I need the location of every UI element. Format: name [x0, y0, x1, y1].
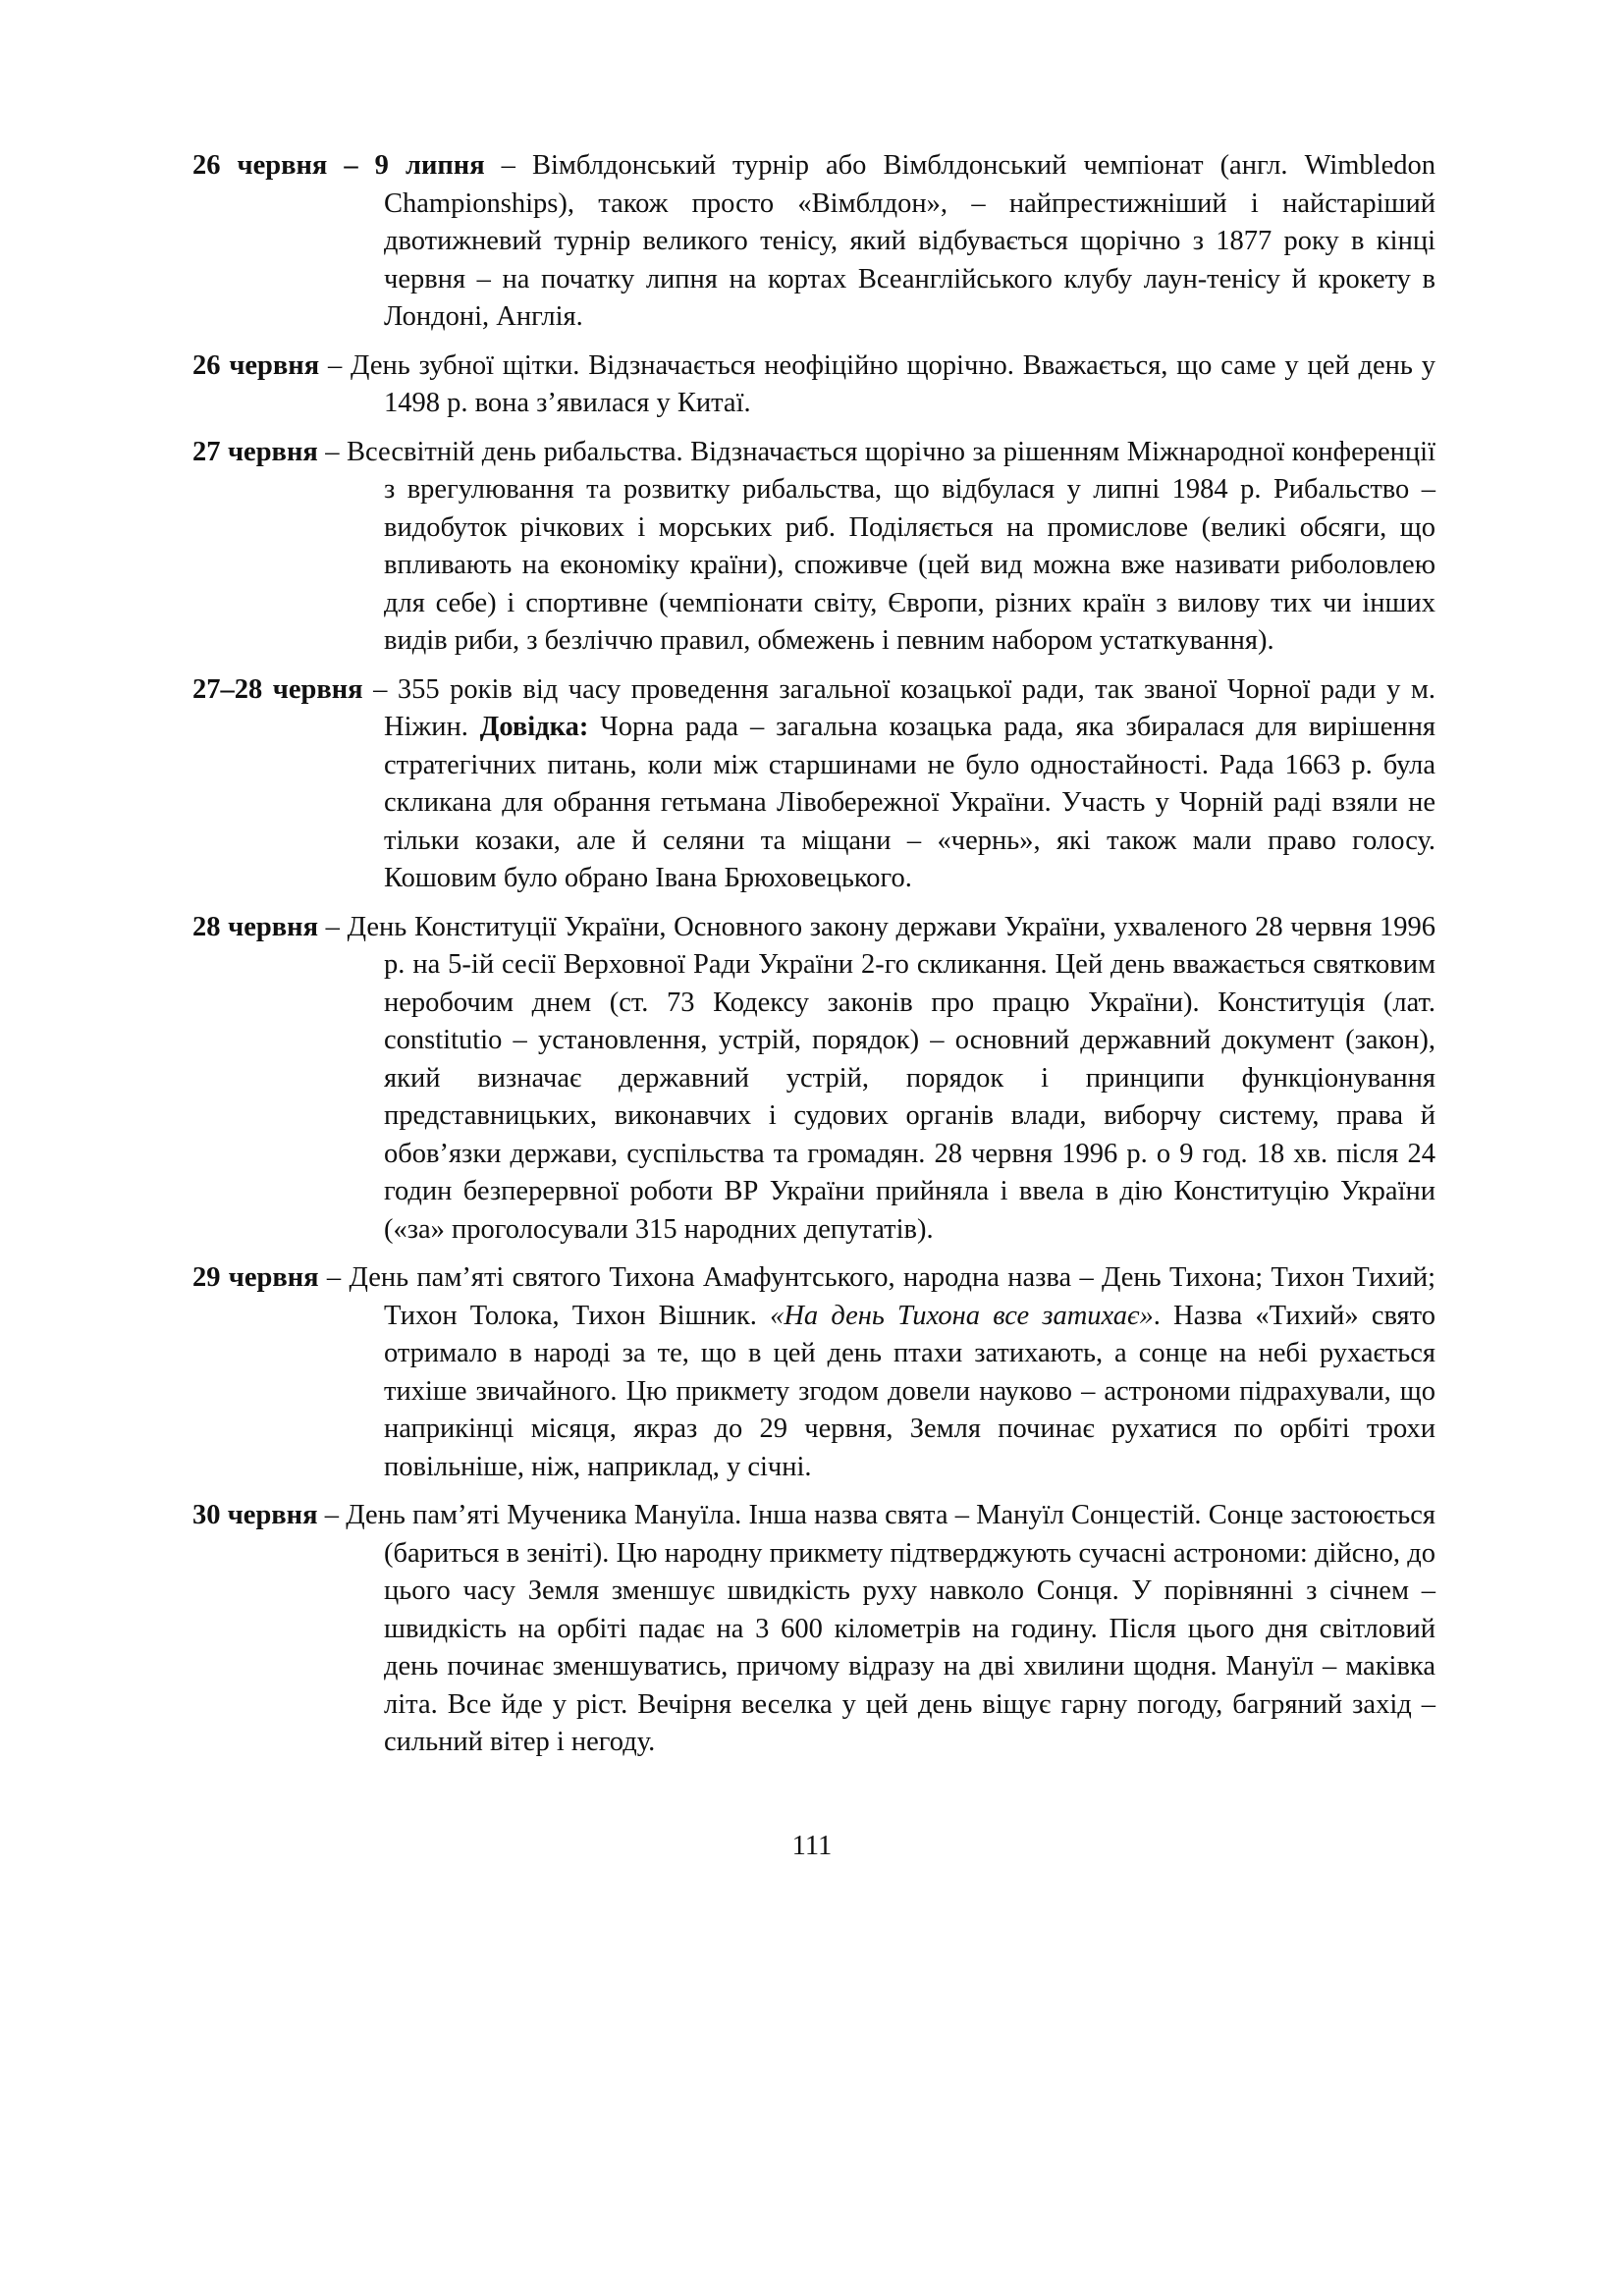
calendar-entry: [192, 1497, 1435, 1762]
entry-text-continued: Чорна рада – загальна козацька рада, яка збиралася для вирішення стратегічних питань, коли між старшинами не було одностайності. Рада 1663 р. була скликана для обрання гетьмана Лівобережної України. Участь у Чорній раді взяли не тільки козаки, але й селяни та міщани – «чернь», які також мали право голосу. Кошовим було обрано Івана Брюховецького.: [384, 712, 1435, 893]
entry-text: – День зубної щітки. Відзначається неофіційно щорічно. Вважається, що саме у цей день у 1498 р. вона з’явилася у Китаї.: [319, 349, 1435, 418]
entry-text: – День пам’яті святого Тихона Амафунтського, народна назва – День Тихона; Тихон Тихий; Тихон Толока, Тихон Вішник.: [318, 1262, 1435, 1331]
entry-text: – 355 років від часу проведення загальної козацької ради, так званої Чорної ради у м. Ніжин.: [362, 673, 1435, 742]
entry-text: – Всесвітній день рибальства. Відзначається щорічно за рішенням Міжнародної конференції з врегулювання та розвитку рибальства, що відбулася у липні 1984 р. Рибальство – видобуток річкових і морських риб. Поділяється на промислове (великі обсяги, що впливають на економіку країни), споживче (цей вид можна вже називати риболовлею для себе) і спортивне (чемпіонати світу, Європи, різних країн з вилову тих чи інших видів риби, з безліччю правил, обмежень і певним набором устаткування).: [317, 436, 1435, 656]
page-number: 111: [791, 1831, 833, 1861]
calendar-entry: [192, 909, 1435, 1250]
entry-date: 26 червня: [192, 349, 320, 381]
calendar-entry: [192, 434, 1435, 661]
folk-saying: «На день Тихона все затихає»: [770, 1300, 1154, 1331]
entry-text: – День Конституції України, Основного закону держави України, ухваленого 28 червня 1996 р. на 5-ій сесії Верховної Ради України 2-го скликання. Цей день вважається святковим неробочим днем (ст. 73 Кодексу законів про працю України). Конституція (лат. constitutio – установлення, устрій, порядок) – основний державний документ (закон), який визначає державний устрій, порядок і принципи функціонування представницьких, виконавчих і судових органів влади, виборчу систему, права й обов’язки держави, суспільства та громадян. 28 червня 1996 р. о 9 год. 18 хв. після 24 годин безперервної роботи ВР України прийняла і ввела в дію Конституцію України («за» проголосували 315 народних депутатів).: [318, 911, 1435, 1245]
entry-date: 30 червня: [192, 1500, 318, 1530]
calendar-entry: [192, 1259, 1435, 1486]
page-content: [192, 147, 1435, 1773]
entry-date: 28 червня: [192, 911, 318, 942]
entry-date: 29 червня: [192, 1262, 319, 1293]
entry-text: – День пам’яті Мученика Мануїла. Інша назва свята – Мануїл Сонцестій. Сонце застоюється (бариться в зеніті). Цю народну прикмету підтверджують сучасні астрономи: дійсно, до цього часу Земля зменшує швидкість руху навколо Сонця. У порівнянні з січнем – швидкість на орбіті падає на 3 600 кілометрів на годину. Після цього дня світловий день починає зменшуватись, причому відразу на дві хвилини щодня. Мануїл – маківка літа. Все йде у ріст. Вечірня веселка у цей день віщує гарну погоду, багряний захід – сильний вітер і негоду.: [317, 1500, 1435, 1757]
entry-date: 27–28 червня: [192, 673, 363, 705]
entry-text-continued: . Назва «Тихий» свято отримало в народі за те, що в цей день птахи затихають, а сонце на небі рухається тихіше звичайного. Цю прикмету згодом довели науково – астрономи підрахували, що наприкінці місяця, якраз до 29 червня, Земля починає рухатися по орбіті трохи повільніше, ніж, наприклад, у січні.: [384, 1300, 1435, 1482]
calendar-entry: [192, 147, 1435, 337]
reference-label: Довідка:: [479, 712, 589, 742]
entry-date: 27 червня: [192, 436, 318, 467]
calendar-entry: [192, 671, 1435, 898]
calendar-entry: [192, 347, 1435, 423]
entry-date: 26 червня – 9 липня: [192, 150, 485, 181]
entry-text: – Вімблдонський турнір або Вімблдонський чемпіонат (англ. Wimbledon Championships), також просто «Вімблдон», – найпрестижніший і найстаріший двотижневий турнір великого тенісу, який відбувається щорічно з 1877 року в кінці червня – на початку липня на кортах Всеанглійського клубу лаун-тенісу й крокету в Лондоні, Англія.: [384, 150, 1435, 332]
